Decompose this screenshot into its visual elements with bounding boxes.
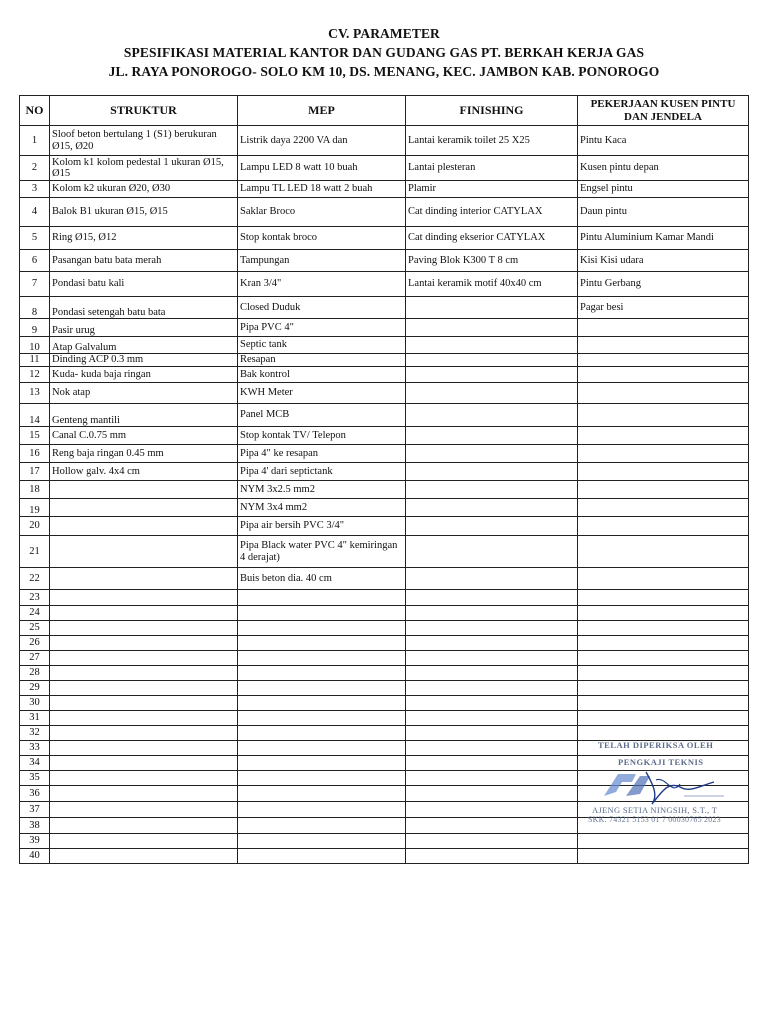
table-row — [20, 834, 749, 849]
cell-mep — [238, 696, 406, 711]
cell-finishing — [406, 636, 578, 651]
cell-finishing — [406, 606, 578, 621]
cell-mep — [238, 786, 406, 802]
table-row — [20, 250, 749, 272]
cell-mep — [238, 802, 406, 818]
table-row — [20, 481, 749, 499]
cell-no: 35 — [20, 771, 50, 786]
cell-struktur — [50, 756, 238, 771]
cell-no: 19 — [20, 499, 50, 517]
cell-kusen — [578, 481, 749, 499]
cell-mep: Pipa 4' dari septictank — [238, 463, 406, 481]
cell-kusen: Daun pintu — [578, 198, 749, 227]
cell-struktur — [50, 802, 238, 818]
cell-no: 11 — [20, 354, 50, 367]
cell-struktur: Kuda- kuda baja ringan — [50, 367, 238, 383]
cell-struktur: Canal C.0.75 mm — [50, 427, 238, 445]
document-address: JL. RAYA PONOROGO- SOLO KM 10, DS. MENANG, KEC. JAMBON KAB. PONOROGO — [108, 64, 660, 79]
cell-kusen — [578, 337, 749, 354]
cell-kusen — [578, 834, 749, 849]
cell-finishing — [406, 651, 578, 666]
cell-kusen — [578, 445, 749, 463]
cell-kusen — [578, 666, 749, 681]
cell-kusen — [578, 499, 749, 517]
cell-no: 12 — [20, 367, 50, 383]
table-row — [20, 227, 749, 250]
cell-kusen: Pintu Aluminium Kamar Mandi — [578, 227, 749, 250]
cell-mep: Panel MCB — [238, 404, 406, 427]
cell-kusen — [578, 636, 749, 651]
cell-struktur — [50, 517, 238, 536]
cell-struktur: Dinding ACP 0.3 mm — [50, 354, 238, 367]
cell-no: 18 — [20, 481, 50, 499]
cell-kusen — [578, 590, 749, 606]
cell-kusen — [578, 463, 749, 481]
table-row — [20, 568, 749, 590]
table-row — [20, 404, 749, 427]
cell-no: 4 — [20, 198, 50, 227]
cell-no: 15 — [20, 427, 50, 445]
cell-mep — [238, 606, 406, 621]
cell-kusen — [578, 354, 749, 367]
cell-no: 38 — [20, 818, 50, 834]
cell-no: 16 — [20, 445, 50, 463]
cell-struktur — [50, 771, 238, 786]
cell-mep — [238, 636, 406, 651]
cell-mep: Septic tank — [238, 337, 406, 354]
cell-no: 14 — [20, 404, 50, 427]
table-row — [20, 590, 749, 606]
cell-struktur — [50, 481, 238, 499]
cell-no: 36 — [20, 786, 50, 802]
cell-no: 24 — [20, 606, 50, 621]
table-row — [20, 517, 749, 536]
table-row — [20, 536, 749, 568]
cell-no: 10 — [20, 337, 50, 354]
cell-struktur: Atap Galvalum — [50, 337, 238, 354]
table-row — [20, 463, 749, 481]
cell-mep: Lampu TL LED 18 watt 2 buah — [238, 181, 406, 198]
table-row — [20, 367, 749, 383]
cell-struktur — [50, 568, 238, 590]
cell-finishing — [406, 499, 578, 517]
cell-no: 17 — [20, 463, 50, 481]
cell-kusen — [578, 651, 749, 666]
cell-no: 2 — [20, 156, 50, 181]
cell-no: 6 — [20, 250, 50, 272]
cell-mep — [238, 711, 406, 726]
cell-no: 20 — [20, 517, 50, 536]
table-row — [20, 198, 749, 227]
cell-kusen — [578, 367, 749, 383]
cell-no: 29 — [20, 681, 50, 696]
cell-mep: Pipa air bersih PVC 3/4" — [238, 517, 406, 536]
cell-kusen — [578, 849, 749, 864]
cell-finishing: Lantai keramik motif 40x40 cm — [406, 272, 578, 297]
cell-finishing — [406, 711, 578, 726]
cell-finishing — [406, 756, 578, 771]
table-row — [20, 666, 749, 681]
table-row — [20, 636, 749, 651]
stamp-skk-number: SKK. 74321 5153 01 7 00030765 2023 — [588, 815, 721, 824]
table-row — [20, 849, 749, 864]
cell-finishing: Lantai plesteran — [406, 156, 578, 181]
col-header-struktur: STRUKTUR — [50, 96, 238, 126]
cell-mep — [238, 681, 406, 696]
cell-no: 22 — [20, 568, 50, 590]
cell-struktur — [50, 786, 238, 802]
table-row — [20, 445, 749, 463]
cell-kusen — [578, 404, 749, 427]
table-row — [20, 711, 749, 726]
cell-kusen — [578, 568, 749, 590]
cell-mep — [238, 666, 406, 681]
cell-struktur — [50, 834, 238, 849]
cell-mep: Closed Duduk — [238, 297, 406, 319]
table-row — [20, 383, 749, 404]
table-row — [20, 651, 749, 666]
cell-struktur — [50, 711, 238, 726]
cell-mep: Tampungan — [238, 250, 406, 272]
cell-mep — [238, 849, 406, 864]
table-row — [20, 354, 749, 367]
cell-struktur: Ring Ø15, Ø12 — [50, 227, 238, 250]
cell-mep: Pipa Black water PVC 4" kemiringan 4 derajat) — [238, 536, 406, 568]
table-row — [20, 726, 749, 741]
company-name: CV. PARAMETER — [328, 26, 440, 41]
cell-no: 30 — [20, 696, 50, 711]
stamp-signatory: AJENG SETIA NINGSIH, S.T., T — [592, 805, 718, 815]
cell-mep: Pipa PVC 4" — [238, 319, 406, 337]
cell-no: 23 — [20, 590, 50, 606]
cell-mep: Bak kontrol — [238, 367, 406, 383]
cell-mep: Buis beton dia. 40 cm — [238, 568, 406, 590]
cell-struktur — [50, 696, 238, 711]
cell-mep — [238, 818, 406, 834]
cell-kusen — [578, 621, 749, 636]
col-header-finishing: FINISHING — [406, 96, 578, 126]
cell-no: 25 — [20, 621, 50, 636]
cell-kusen — [578, 681, 749, 696]
cell-no: 26 — [20, 636, 50, 651]
cell-mep: Kran 3/4" — [238, 272, 406, 297]
cell-mep — [238, 726, 406, 741]
cell-kusen — [578, 536, 749, 568]
table-row — [20, 272, 749, 297]
cell-kusen: Pintu Gerbang — [578, 272, 749, 297]
cell-finishing — [406, 463, 578, 481]
cell-mep — [238, 741, 406, 756]
table-row — [20, 181, 749, 198]
cell-finishing — [406, 802, 578, 818]
cell-mep — [238, 621, 406, 636]
document-header — [0, 24, 768, 81]
cell-finishing: Plamir — [406, 181, 578, 198]
cell-struktur — [50, 536, 238, 568]
cell-no: 34 — [20, 756, 50, 771]
cell-mep: NYM 3x4 mm2 — [238, 499, 406, 517]
cell-finishing: Cat dinding ekserior CATYLAX — [406, 227, 578, 250]
cell-no: 8 — [20, 297, 50, 319]
cell-kusen: Pagar besi — [578, 297, 749, 319]
document-title: SPESIFIKASI MATERIAL KANTOR DAN GUDANG GAS PT. BERKAH KERJA GAS — [123, 45, 645, 60]
cell-finishing — [406, 681, 578, 696]
cell-mep — [238, 834, 406, 849]
cell-finishing — [406, 337, 578, 354]
signature-logo-icon — [596, 766, 736, 808]
cell-mep: Resapan — [238, 354, 406, 367]
cell-struktur — [50, 849, 238, 864]
table-row — [20, 681, 749, 696]
cell-kusen — [578, 606, 749, 621]
cell-mep: KWH Meter — [238, 383, 406, 404]
cell-struktur — [50, 666, 238, 681]
cell-no: 9 — [20, 319, 50, 337]
cell-kusen — [578, 427, 749, 445]
cell-finishing — [406, 427, 578, 445]
cell-finishing — [406, 771, 578, 786]
cell-finishing — [406, 741, 578, 756]
cell-struktur: Pasangan batu bata merah — [50, 250, 238, 272]
inspection-stamp — [588, 740, 738, 830]
cell-kusen — [578, 383, 749, 404]
cell-mep: Stop kontak broco — [238, 227, 406, 250]
cell-mep: Saklar Broco — [238, 198, 406, 227]
cell-struktur — [50, 681, 238, 696]
cell-mep — [238, 771, 406, 786]
table-row — [20, 337, 749, 354]
cell-no: 28 — [20, 666, 50, 681]
cell-finishing: Paving Blok K300 T 8 cm — [406, 250, 578, 272]
cell-mep — [238, 590, 406, 606]
cell-mep: Lampu LED 8 watt 10 buah — [238, 156, 406, 181]
cell-struktur: Pondasi setengah batu bata — [50, 297, 238, 319]
cell-finishing — [406, 354, 578, 367]
cell-finishing — [406, 536, 578, 568]
cell-finishing — [406, 786, 578, 802]
cell-finishing — [406, 696, 578, 711]
cell-struktur: Hollow galv. 4x4 cm — [50, 463, 238, 481]
cell-finishing — [406, 834, 578, 849]
cell-no: 3 — [20, 181, 50, 198]
cell-finishing — [406, 568, 578, 590]
cell-no: 21 — [20, 536, 50, 568]
cell-struktur: Pasir urug — [50, 319, 238, 337]
cell-finishing: Cat dinding interior CATYLAX — [406, 198, 578, 227]
cell-struktur: Pondasi batu kali — [50, 272, 238, 297]
table-header-row — [20, 96, 749, 126]
cell-struktur — [50, 818, 238, 834]
cell-finishing — [406, 818, 578, 834]
cell-no: 33 — [20, 741, 50, 756]
cell-finishing — [406, 726, 578, 741]
cell-no: 5 — [20, 227, 50, 250]
cell-no: 31 — [20, 711, 50, 726]
cell-struktur: Genteng mantili — [50, 404, 238, 427]
cell-finishing — [406, 367, 578, 383]
cell-struktur — [50, 636, 238, 651]
cell-struktur — [50, 499, 238, 517]
cell-no: 1 — [20, 126, 50, 156]
cell-struktur — [50, 590, 238, 606]
cell-kusen — [578, 696, 749, 711]
cell-no: 37 — [20, 802, 50, 818]
table-row — [20, 156, 749, 181]
cell-kusen — [578, 726, 749, 741]
table-row — [20, 126, 749, 156]
cell-struktur — [50, 606, 238, 621]
cell-struktur: Nok atap — [50, 383, 238, 404]
cell-no: 13 — [20, 383, 50, 404]
cell-no: 27 — [20, 651, 50, 666]
table-row — [20, 319, 749, 337]
cell-kusen: Kisi Kisi udara — [578, 250, 749, 272]
cell-no: 32 — [20, 726, 50, 741]
cell-finishing — [406, 666, 578, 681]
table-row — [20, 621, 749, 636]
table-row — [20, 297, 749, 319]
cell-kusen — [578, 517, 749, 536]
table-row — [20, 499, 749, 517]
cell-struktur — [50, 726, 238, 741]
cell-struktur — [50, 621, 238, 636]
cell-no: 7 — [20, 272, 50, 297]
table-row — [20, 606, 749, 621]
cell-mep: Listrik daya 2200 VA dan — [238, 126, 406, 156]
table-row — [20, 696, 749, 711]
stamp-heading: TELAH DIPERIKSA OLEH — [598, 740, 714, 750]
cell-kusen: Kusen pintu depan — [578, 156, 749, 181]
cell-struktur: Kolom k2 ukuran Ø20, Ø30 — [50, 181, 238, 198]
cell-mep — [238, 651, 406, 666]
cell-kusen — [578, 319, 749, 337]
cell-finishing — [406, 590, 578, 606]
cell-finishing — [406, 481, 578, 499]
cell-struktur: Reng baja ringan 0.45 mm — [50, 445, 238, 463]
cell-finishing — [406, 383, 578, 404]
cell-struktur: Sloof beton bertulang 1 (S1) berukuran Ø15, Ø20 — [50, 126, 238, 156]
cell-finishing — [406, 621, 578, 636]
cell-finishing — [406, 849, 578, 864]
cell-finishing — [406, 445, 578, 463]
col-header-no: NO — [20, 96, 50, 126]
cell-finishing — [406, 297, 578, 319]
col-header-kusen: PEKERJAAN KUSEN PINTU DAN JENDELA — [578, 96, 749, 126]
col-header-mep: MEP — [238, 96, 406, 126]
cell-kusen — [578, 711, 749, 726]
cell-struktur: Kolom k1 kolom pedestal 1 ukuran Ø15, Ø15 — [50, 156, 238, 181]
cell-mep — [238, 756, 406, 771]
cell-no: 40 — [20, 849, 50, 864]
table-row — [20, 427, 749, 445]
cell-no: 39 — [20, 834, 50, 849]
cell-finishing — [406, 319, 578, 337]
cell-struktur — [50, 741, 238, 756]
stamp-role: PENGKAJI TEKNIS — [618, 757, 704, 767]
cell-finishing — [406, 517, 578, 536]
cell-mep: Pipa 4" ke resapan — [238, 445, 406, 463]
cell-finishing — [406, 404, 578, 427]
cell-kusen: Engsel pintu — [578, 181, 749, 198]
cell-kusen: Pintu Kaca — [578, 126, 749, 156]
cell-mep: Stop kontak TV/ Telepon — [238, 427, 406, 445]
cell-struktur: Balok B1 ukuran Ø15, Ø15 — [50, 198, 238, 227]
cell-struktur — [50, 651, 238, 666]
cell-mep: NYM 3x2.5 mm2 — [238, 481, 406, 499]
cell-finishing: Lantai keramik toilet 25 X25 — [406, 126, 578, 156]
